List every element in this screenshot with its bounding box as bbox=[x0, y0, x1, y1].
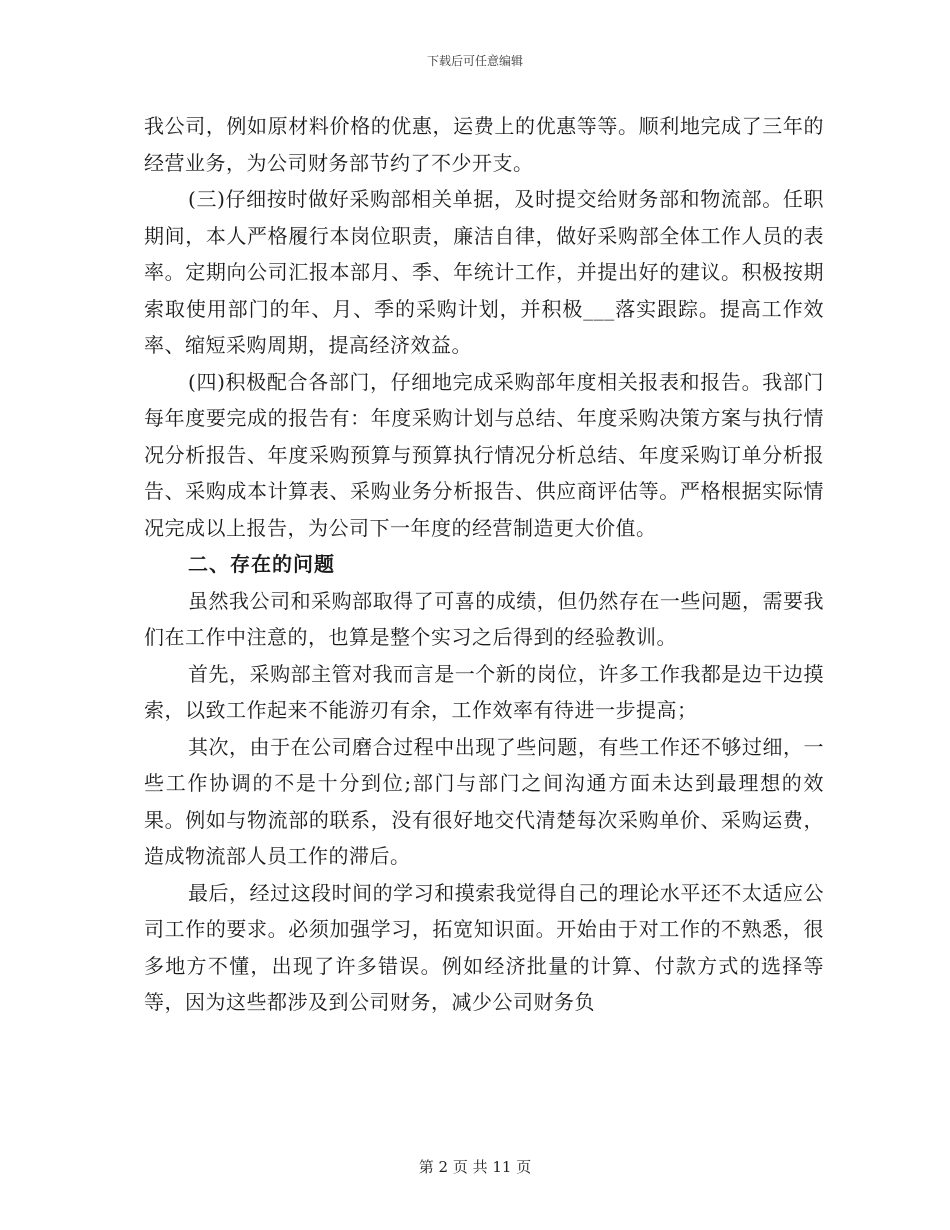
paragraph-continuation: 我公司，例如原材料价格的优惠，运费上的优惠等等。顺利地完成了三年的经营业务，为公司财务部节约了不少开支。 bbox=[144, 114, 824, 175]
page-footer: 第 2 页 共 11 页 bbox=[418, 1158, 532, 1176]
paragraph-second: 其次，由于在公司磨合过程中出现了些问题，有些工作还不够过细，一些工作协调的不是十分到位;部门与部门之间沟通方面未达到最理想的效果。例如与物流部的联系，没有很好地交代清楚每次采购单价、采购运费，造成物流部人员工作的滞后。 bbox=[144, 734, 824, 868]
document-body bbox=[144, 108, 824, 1021]
section-heading-problems: 二、存在的问题 bbox=[188, 552, 335, 576]
page-header: 下载后可任意编辑 bbox=[426, 54, 523, 68]
paragraph-last: 最后，经过这段时间的学习和摸索我觉得自己的理论水平还不太适应公司工作的要求。必须加强学习，拓宽知识面。开始由于对工作的不熟悉，很多地方不懂，出现了许多错误。例如经济批量的计算、付款方式的选择等等，因为这些都涉及到公司财务，减少公司财务负 bbox=[144, 880, 824, 1014]
paragraph-item-four: (四)积极配合各部门，仔细地完成采购部年度相关报表和报告。我部门每年度要完成的报告有：年度采购计划与总结、年度采购决策方案与执行情况分析报告、年度采购预算与预算执行情况分析总结、年度采购订单分析报告、采购成本计算表、采购业务分析报告、供应商评估等。严格根据实际情况完成以上报告，为公司下一年度的经营制造更大价值。 bbox=[144, 369, 824, 540]
paragraph-problems-intro: 虽然我公司和采购部取得了可喜的成绩，但仍然存在一些问题，需要我们在工作中注意的，也算是整个实习之后得到的经验教训。 bbox=[144, 588, 824, 649]
paragraph-first: 首先，采购部主管对我而言是一个新的岗位，许多工作我都是边干边摸索，以致工作起来不能游刃有余，工作效率有待进一步提高； bbox=[144, 661, 824, 722]
paragraph-item-three: (三)仔细按时做好采购部相关单据，及时提交给财务部和物流部。任职期间，本人严格履行本岗位职责，廉洁自律，做好采购部全体工作人员的表率。定期向公司汇报本部月、季、年统计工作，并提出好的建议。积极按期索取使用部门的年、月、季的采购计划，并积极___落实跟踪。提高工作效率、缩短采购周期，提高经济效益。 bbox=[144, 187, 824, 357]
